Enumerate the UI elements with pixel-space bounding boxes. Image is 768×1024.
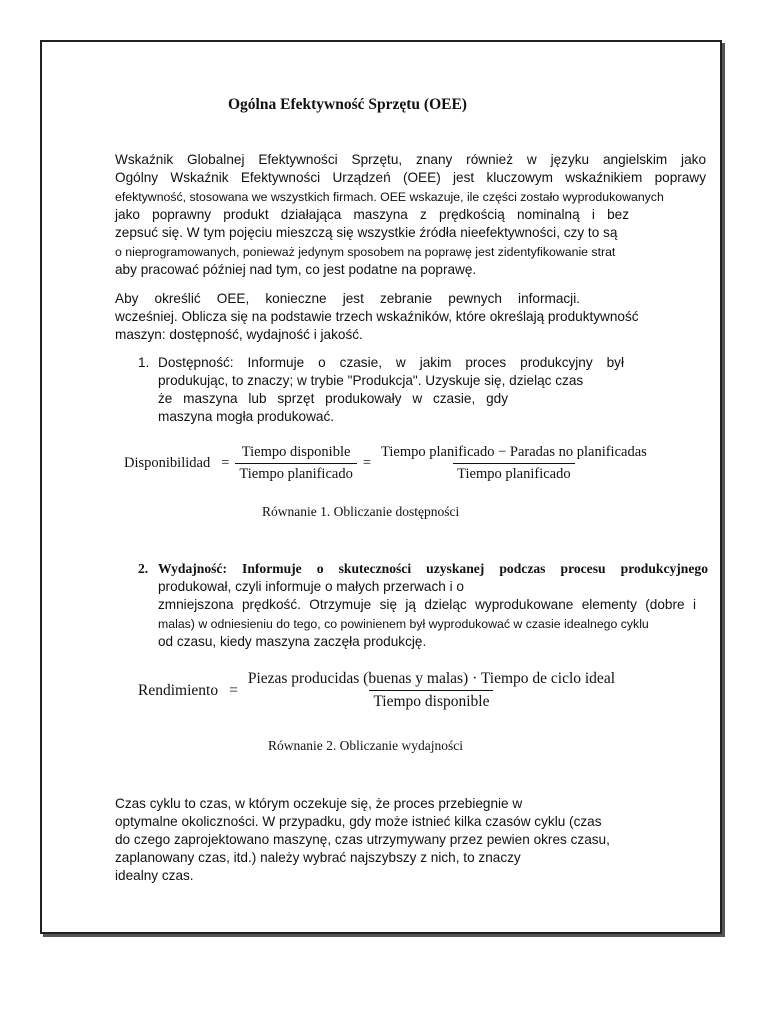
paragraph-line: maszyn: dostępność, wydajność i jakość. [115, 327, 363, 342]
list-item-line: malas) w odniesieniu do tego, co powinienem był wyprodukować w czasie idealnego cyklu [158, 617, 649, 631]
intro-line: o nieprogramowanych, ponieważ jedynym sposobem na poprawę jest zidentyfikowanie strat [115, 245, 616, 259]
equation-availability [124, 444, 651, 483]
equals-sign: = [362, 455, 372, 471]
intro-line: Wskaźnik Globalnej Efektywności Sprzętu, znany również w języku angielskim jako [115, 152, 706, 167]
fraction-denominator: Tiempo planificado [453, 463, 574, 483]
paragraph-line: zaplanowany czas, itd.) należy wybrać najszybszy z nich, to znaczy [115, 850, 521, 865]
document-title: Ogólna Efektywność Sprzętu (OEE) [228, 96, 467, 113]
paragraph-line: optymalne okoliczności. W przypadku, gdy może istnieć kilka czasów cyklu (czas [115, 814, 602, 829]
equation-lhs: Disponibilidad [124, 455, 211, 471]
list-item-line: od czasu, kiedy maszyna zaczęła produkcję. [158, 634, 427, 649]
paragraph-line: Czas cyklu to czas, w którym oczekuje się, że proces przebiegnie w [115, 796, 523, 811]
list-item-line: że maszyna lub sprzęt produkowały w czasie, gdy [158, 391, 508, 406]
fraction-denominator: Tiempo disponible [369, 690, 493, 711]
paragraph-line: idealny czas. [115, 868, 194, 883]
fraction [244, 670, 619, 711]
fraction [377, 444, 651, 483]
fraction-numerator: Tiempo disponible [241, 444, 351, 460]
paragraph-line: wcześniej. Oblicza się na podstawie trzech wskaźników, które określają produktywność [115, 309, 639, 324]
list-item-line: zmniejszona prędkość. Otrzymuje się ją dzieląc wyprodukowane elementy (dobre i [158, 597, 696, 612]
fraction-numerator: Tiempo planificado − Paradas no planificadas [381, 444, 647, 460]
list-item-line: Wydajność: Informuje o skuteczności uzyskanej podczas procesu produkcyjnego [158, 561, 708, 576]
intro-line: efektywność, stosowana we wszystkich firmach. OEE wskazuje, ile części zostało wyprodukowanych [115, 190, 664, 204]
list-item-line: maszyna mogła produkować. [158, 409, 335, 424]
equation-caption: Równanie 2. Obliczanie wydajności [268, 738, 463, 753]
equals-sign: = [229, 681, 238, 699]
equation-lhs: Rendimiento [138, 681, 219, 699]
fraction-numerator: Piezas producidas (buenas y malas) · Tiempo de ciclo ideal [247, 670, 615, 687]
intro-line: zepsuć się. W tym pojęciu mieszczą się wszystkie źródła nieefektywności, czy to są [115, 225, 618, 240]
equals-sign: = [221, 455, 230, 471]
list-item-line: produkował, czyli informuje o małych przerwach i o [158, 579, 464, 594]
intro-line: aby pracować później nad tym, co jest podatne na poprawę. [115, 262, 477, 277]
list-item-line: Dostępność: Informuje o czasie, w jakim proces produkcyjny był [158, 355, 624, 370]
fraction [235, 444, 356, 483]
list-number: 1. [138, 355, 150, 370]
paragraph-line: do czego zaprojektowano maszynę, czas utrzymywany przez pewien okres czasu, [115, 832, 610, 847]
equation-performance [138, 670, 619, 711]
equation-caption: Równanie 1. Obliczanie dostępności [262, 504, 460, 519]
intro-line: Ogólny Wskaźnik Efektywności Urządzeń (OEE) jest kluczowym wskaźnikiem poprawy [115, 170, 706, 185]
fraction-denominator: Tiempo planificado [235, 463, 356, 483]
list-item-line: produkując, to znaczy; w trybie "Produkcja". Uzyskuje się, dzieląc czas [158, 373, 584, 388]
list-number: 2. [138, 561, 149, 576]
intro-line: jako poprawny produkt działająca maszyna z prędkością nominalną i bez [115, 207, 629, 222]
paragraph-line: Aby określić OEE, konieczne jest zebranie pewnych informacji. [115, 291, 580, 306]
